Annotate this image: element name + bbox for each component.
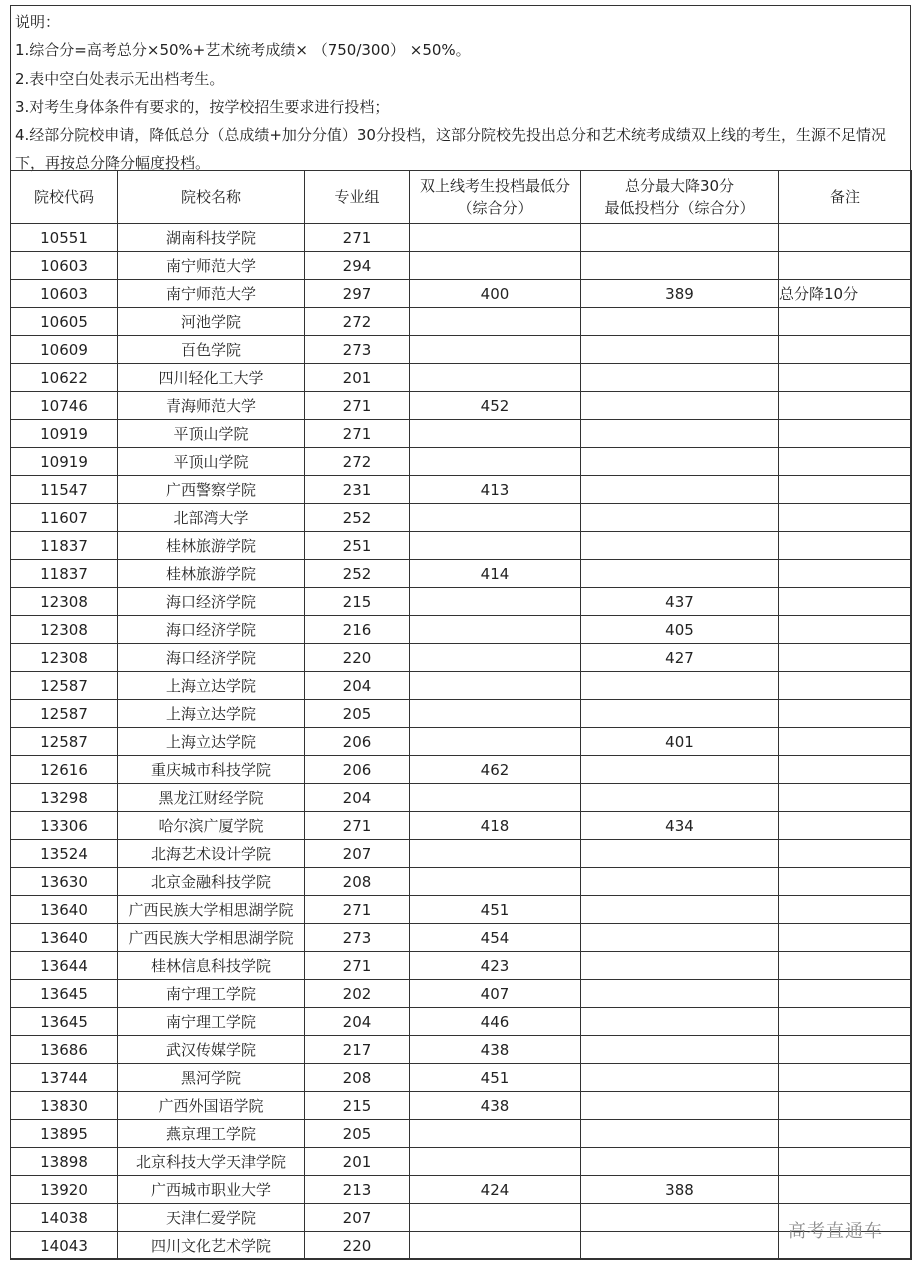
cell-school-name: 平顶山学院 (118, 420, 305, 448)
cell-dual-min-score (410, 252, 581, 280)
cell-remark (779, 364, 912, 392)
cell-dual-min-score: 413 (410, 476, 581, 504)
cell-dual-min-score: 452 (410, 392, 581, 420)
cell-school-name: 燕京理工学院 (118, 1120, 305, 1148)
cell-remark (779, 1036, 912, 1064)
cell-school-code: 13898 (11, 1148, 118, 1176)
cell-school-code: 12308 (11, 644, 118, 672)
cell-reduced-min-score (581, 1148, 779, 1176)
cell-reduced-min-score (581, 980, 779, 1008)
cell-reduced-min-score (581, 784, 779, 812)
cell-dual-min-score (410, 448, 581, 476)
cell-remark (779, 924, 912, 952)
cell-reduced-min-score (581, 840, 779, 868)
cell-remark (779, 560, 912, 588)
cell-reduced-min-score (581, 1120, 779, 1148)
cell-major-group: 204 (305, 784, 410, 812)
cell-major-group: 208 (305, 1064, 410, 1092)
cell-school-name: 北京科技大学天津学院 (118, 1148, 305, 1176)
table-row (11, 1092, 912, 1120)
table-row (11, 448, 912, 476)
cell-major-group: 207 (305, 1204, 410, 1232)
cell-dual-min-score (410, 224, 581, 252)
cell-remark (779, 868, 912, 896)
cell-dual-min-score: 446 (410, 1008, 581, 1036)
table-row (11, 504, 912, 532)
table-row (11, 616, 912, 644)
cell-reduced-min-score (581, 420, 779, 448)
table-body (11, 224, 912, 1260)
cell-major-group: 216 (305, 616, 410, 644)
cell-major-group: 206 (305, 728, 410, 756)
cell-remark (779, 252, 912, 280)
cell-dual-min-score (410, 700, 581, 728)
cell-reduced-min-score: 401 (581, 728, 779, 756)
cell-dual-min-score: 423 (410, 952, 581, 980)
cell-reduced-min-score: 405 (581, 616, 779, 644)
cell-major-group: 271 (305, 392, 410, 420)
cell-school-code: 10603 (11, 280, 118, 308)
table-row (11, 1148, 912, 1176)
cell-remark (779, 784, 912, 812)
table-row (11, 1036, 912, 1064)
cell-major-group: 294 (305, 252, 410, 280)
cell-school-code: 14038 (11, 1204, 118, 1232)
cell-remark (779, 812, 912, 840)
cell-school-code: 10609 (11, 336, 118, 364)
cell-dual-min-score: 462 (410, 756, 581, 784)
cell-school-code: 12587 (11, 672, 118, 700)
table-row (11, 952, 912, 980)
cell-school-code: 13640 (11, 924, 118, 952)
cell-school-code: 13645 (11, 1008, 118, 1036)
cell-major-group: 271 (305, 952, 410, 980)
cell-school-name: 黑龙江财经学院 (118, 784, 305, 812)
cell-school-name: 百色学院 (118, 336, 305, 364)
note-item-1: 1.综合分=高考总分×50%+艺术统考成绩× （750/300） ×50%。 (15, 41, 471, 60)
cell-school-code: 13920 (11, 1176, 118, 1204)
note-item-2: 2.表中空白处表示无出档考生。 (15, 69, 225, 88)
cell-school-code: 13744 (11, 1064, 118, 1092)
cell-reduced-min-score (581, 924, 779, 952)
cell-dual-min-score: 418 (410, 812, 581, 840)
table-row (11, 1064, 912, 1092)
header-reduced-min-score: 总分最大降30分 最低投档分（综合分） (581, 171, 779, 224)
cell-school-name: 上海立达学院 (118, 700, 305, 728)
cell-school-code: 10746 (11, 392, 118, 420)
cell-reduced-min-score (581, 560, 779, 588)
cell-major-group: 272 (305, 448, 410, 476)
cell-major-group: 202 (305, 980, 410, 1008)
cell-school-code: 13895 (11, 1120, 118, 1148)
table-row (11, 252, 912, 280)
cell-remark (779, 1064, 912, 1092)
cell-remark (779, 700, 912, 728)
table-row (11, 560, 912, 588)
cell-major-group: 271 (305, 224, 410, 252)
cell-remark (779, 728, 912, 756)
cell-remark (779, 504, 912, 532)
cell-remark (779, 448, 912, 476)
cell-major-group: 272 (305, 308, 410, 336)
cell-school-code: 12308 (11, 588, 118, 616)
cell-dual-min-score (410, 1120, 581, 1148)
cell-remark (779, 1148, 912, 1176)
cell-dual-min-score: 451 (410, 896, 581, 924)
cell-reduced-min-score (581, 364, 779, 392)
cell-school-name: 广西民族大学相思湖学院 (118, 924, 305, 952)
cell-school-name: 河池学院 (118, 308, 305, 336)
header-major-group: 专业组 (305, 171, 410, 224)
cell-reduced-min-score (581, 1064, 779, 1092)
cell-remark (779, 1120, 912, 1148)
cell-major-group: 208 (305, 868, 410, 896)
cell-school-name: 海口经济学院 (118, 616, 305, 644)
cell-dual-min-score (410, 616, 581, 644)
cell-remark (779, 476, 912, 504)
cell-remark (779, 532, 912, 560)
cell-dual-min-score: 438 (410, 1036, 581, 1064)
cell-dual-min-score (410, 868, 581, 896)
cell-dual-min-score (410, 672, 581, 700)
cell-major-group: 201 (305, 364, 410, 392)
cell-school-name: 青海师范大学 (118, 392, 305, 420)
cell-major-group: 207 (305, 840, 410, 868)
cell-school-code: 10919 (11, 448, 118, 476)
cell-major-group: 220 (305, 644, 410, 672)
table-row (11, 980, 912, 1008)
cell-major-group: 252 (305, 504, 410, 532)
cell-school-name: 广西城市职业大学 (118, 1176, 305, 1204)
cell-school-code: 10551 (11, 224, 118, 252)
cell-major-group: 297 (305, 280, 410, 308)
cell-school-code: 13645 (11, 980, 118, 1008)
table-row (11, 308, 912, 336)
cell-school-code: 13306 (11, 812, 118, 840)
cell-reduced-min-score (581, 952, 779, 980)
cell-major-group: 252 (305, 560, 410, 588)
cell-reduced-min-score (581, 224, 779, 252)
table-row (11, 420, 912, 448)
cell-remark (779, 308, 912, 336)
cell-school-code: 13298 (11, 784, 118, 812)
table-row (11, 644, 912, 672)
cell-reduced-min-score (581, 476, 779, 504)
cell-reduced-min-score (581, 392, 779, 420)
cell-dual-min-score: 454 (410, 924, 581, 952)
cell-major-group: 231 (305, 476, 410, 504)
cell-reduced-min-score (581, 1036, 779, 1064)
cell-major-group: 205 (305, 700, 410, 728)
cell-school-name: 北部湾大学 (118, 504, 305, 532)
table-row (11, 280, 912, 308)
table-row (11, 924, 912, 952)
admission-table (10, 170, 912, 1260)
cell-remark (779, 588, 912, 616)
header-school-name: 院校名称 (118, 171, 305, 224)
cell-major-group: 271 (305, 420, 410, 448)
cell-remark (779, 1008, 912, 1036)
cell-reduced-min-score (581, 336, 779, 364)
table-row (11, 224, 912, 252)
cell-remark (779, 616, 912, 644)
cell-dual-min-score: 424 (410, 1176, 581, 1204)
table-row (11, 812, 912, 840)
cell-school-name: 天津仁爱学院 (118, 1204, 305, 1232)
cell-school-code: 14043 (11, 1232, 118, 1260)
cell-school-code: 10605 (11, 308, 118, 336)
cell-school-name: 南宁理工学院 (118, 1008, 305, 1036)
cell-reduced-min-score: 388 (581, 1176, 779, 1204)
table-row (11, 532, 912, 560)
cell-major-group: 213 (305, 1176, 410, 1204)
cell-remark: 总分降10分 (779, 280, 912, 308)
cell-reduced-min-score (581, 896, 779, 924)
cell-reduced-min-score: 389 (581, 280, 779, 308)
notes-heading: 说明： (15, 13, 61, 31)
cell-remark (779, 1176, 912, 1204)
cell-remark (779, 336, 912, 364)
cell-school-name: 四川轻化工大学 (118, 364, 305, 392)
cell-school-name: 北京金融科技学院 (118, 868, 305, 896)
cell-remark (779, 644, 912, 672)
cell-dual-min-score (410, 504, 581, 532)
cell-dual-min-score: 438 (410, 1092, 581, 1120)
cell-school-name: 南宁师范大学 (118, 252, 305, 280)
watermark: 高考直通车 (788, 1221, 883, 1242)
cell-reduced-min-score (581, 672, 779, 700)
cell-school-name: 北海艺术设计学院 (118, 840, 305, 868)
cell-dual-min-score: 400 (410, 280, 581, 308)
cell-school-code: 12587 (11, 728, 118, 756)
note-item-3: 3.对考生身体条件有要求的，按学校招生要求进行投档； (15, 97, 390, 116)
cell-remark (779, 840, 912, 868)
cell-major-group: 215 (305, 588, 410, 616)
table-row (11, 1120, 912, 1148)
header-school-code: 院校代码 (11, 171, 118, 224)
cell-reduced-min-score: 437 (581, 588, 779, 616)
notes-section (15, 8, 905, 178)
cell-reduced-min-score (581, 1008, 779, 1036)
table-row (11, 784, 912, 812)
cell-dual-min-score: 451 (410, 1064, 581, 1092)
cell-dual-min-score (410, 364, 581, 392)
cell-school-name: 南宁师范大学 (118, 280, 305, 308)
cell-major-group: 215 (305, 1092, 410, 1120)
cell-remark (779, 952, 912, 980)
cell-dual-min-score (410, 644, 581, 672)
cell-dual-min-score (410, 308, 581, 336)
table-row (11, 588, 912, 616)
table-row (11, 672, 912, 700)
cell-school-code: 11607 (11, 504, 118, 532)
cell-school-name: 四川文化艺术学院 (118, 1232, 305, 1260)
cell-reduced-min-score (581, 308, 779, 336)
cell-school-name: 平顶山学院 (118, 448, 305, 476)
table-row (11, 700, 912, 728)
cell-school-name: 南宁理工学院 (118, 980, 305, 1008)
header-dual-min-score: 双上线考生投档最低分（综合分） (410, 171, 581, 224)
table-row (11, 868, 912, 896)
cell-major-group: 273 (305, 924, 410, 952)
cell-school-name: 哈尔滨广厦学院 (118, 812, 305, 840)
cell-major-group: 251 (305, 532, 410, 560)
table-row (11, 1008, 912, 1036)
cell-remark (779, 672, 912, 700)
cell-reduced-min-score (581, 448, 779, 476)
cell-major-group: 273 (305, 336, 410, 364)
cell-dual-min-score (410, 336, 581, 364)
table-row (11, 1204, 912, 1232)
cell-school-code: 13524 (11, 840, 118, 868)
cell-reduced-min-score: 427 (581, 644, 779, 672)
cell-major-group: 217 (305, 1036, 410, 1064)
cell-remark (779, 224, 912, 252)
cell-school-name: 广西警察学院 (118, 476, 305, 504)
cell-major-group: 201 (305, 1148, 410, 1176)
cell-school-code: 12616 (11, 756, 118, 784)
cell-school-name: 桂林旅游学院 (118, 532, 305, 560)
header-remark: 备注 (779, 171, 912, 224)
cell-school-code: 13644 (11, 952, 118, 980)
cell-major-group: 271 (305, 896, 410, 924)
cell-reduced-min-score (581, 1232, 779, 1260)
cell-remark (779, 980, 912, 1008)
cell-school-name: 上海立达学院 (118, 672, 305, 700)
cell-major-group: 204 (305, 672, 410, 700)
cell-major-group: 206 (305, 756, 410, 784)
cell-major-group: 271 (305, 812, 410, 840)
cell-remark (779, 420, 912, 448)
table-row (11, 392, 912, 420)
cell-school-code: 11837 (11, 532, 118, 560)
cell-dual-min-score (410, 1204, 581, 1232)
cell-reduced-min-score (581, 700, 779, 728)
cell-school-code: 10603 (11, 252, 118, 280)
table-row (11, 1232, 912, 1260)
table-row (11, 840, 912, 868)
cell-dual-min-score: 407 (410, 980, 581, 1008)
cell-dual-min-score (410, 840, 581, 868)
cell-reduced-min-score: 434 (581, 812, 779, 840)
cell-reduced-min-score (581, 756, 779, 784)
cell-school-code: 12308 (11, 616, 118, 644)
cell-school-name: 湖南科技学院 (118, 224, 305, 252)
cell-remark (779, 1092, 912, 1120)
cell-school-code: 13640 (11, 896, 118, 924)
cell-school-name: 上海立达学院 (118, 728, 305, 756)
cell-school-name: 海口经济学院 (118, 644, 305, 672)
cell-dual-min-score (410, 420, 581, 448)
table-row (11, 756, 912, 784)
cell-reduced-min-score (581, 532, 779, 560)
table-row (11, 1176, 912, 1204)
cell-reduced-min-score (581, 1092, 779, 1120)
table-row (11, 336, 912, 364)
cell-reduced-min-score (581, 868, 779, 896)
cell-reduced-min-score (581, 1204, 779, 1232)
cell-dual-min-score (410, 1232, 581, 1260)
table-row (11, 728, 912, 756)
table-row (11, 476, 912, 504)
cell-reduced-min-score (581, 504, 779, 532)
cell-dual-min-score (410, 1148, 581, 1176)
cell-school-name: 重庆城市科技学院 (118, 756, 305, 784)
cell-school-code: 13830 (11, 1092, 118, 1120)
cell-dual-min-score (410, 588, 581, 616)
cell-school-name: 桂林信息科技学院 (118, 952, 305, 980)
cell-dual-min-score: 414 (410, 560, 581, 588)
cell-school-name: 桂林旅游学院 (118, 560, 305, 588)
cell-school-code: 12587 (11, 700, 118, 728)
cell-dual-min-score (410, 784, 581, 812)
cell-school-code: 10919 (11, 420, 118, 448)
cell-school-name: 武汉传媒学院 (118, 1036, 305, 1064)
cell-school-code: 13630 (11, 868, 118, 896)
cell-school-name: 黑河学院 (118, 1064, 305, 1092)
cell-remark (779, 896, 912, 924)
cell-remark (779, 756, 912, 784)
cell-school-name: 广西民族大学相思湖学院 (118, 896, 305, 924)
note-item-4: 4.经部分院校申请，降低总分（总成绩+加分分值）30分投档，这部分院校先投出总分和艺术统考成绩双上线的考生，生源不足情况下，再按总分降分幅度投档。 (15, 126, 886, 173)
table-header-row (11, 171, 912, 224)
cell-school-name: 广西外国语学院 (118, 1092, 305, 1120)
table-row (11, 364, 912, 392)
cell-school-name: 海口经济学院 (118, 588, 305, 616)
cell-school-code: 13686 (11, 1036, 118, 1064)
cell-major-group: 204 (305, 1008, 410, 1036)
cell-reduced-min-score (581, 252, 779, 280)
cell-major-group: 220 (305, 1232, 410, 1260)
cell-remark (779, 392, 912, 420)
cell-dual-min-score (410, 532, 581, 560)
table-row (11, 896, 912, 924)
cell-school-code: 10622 (11, 364, 118, 392)
cell-school-code: 11547 (11, 476, 118, 504)
cell-dual-min-score (410, 728, 581, 756)
cell-school-code: 11837 (11, 560, 118, 588)
cell-major-group: 205 (305, 1120, 410, 1148)
